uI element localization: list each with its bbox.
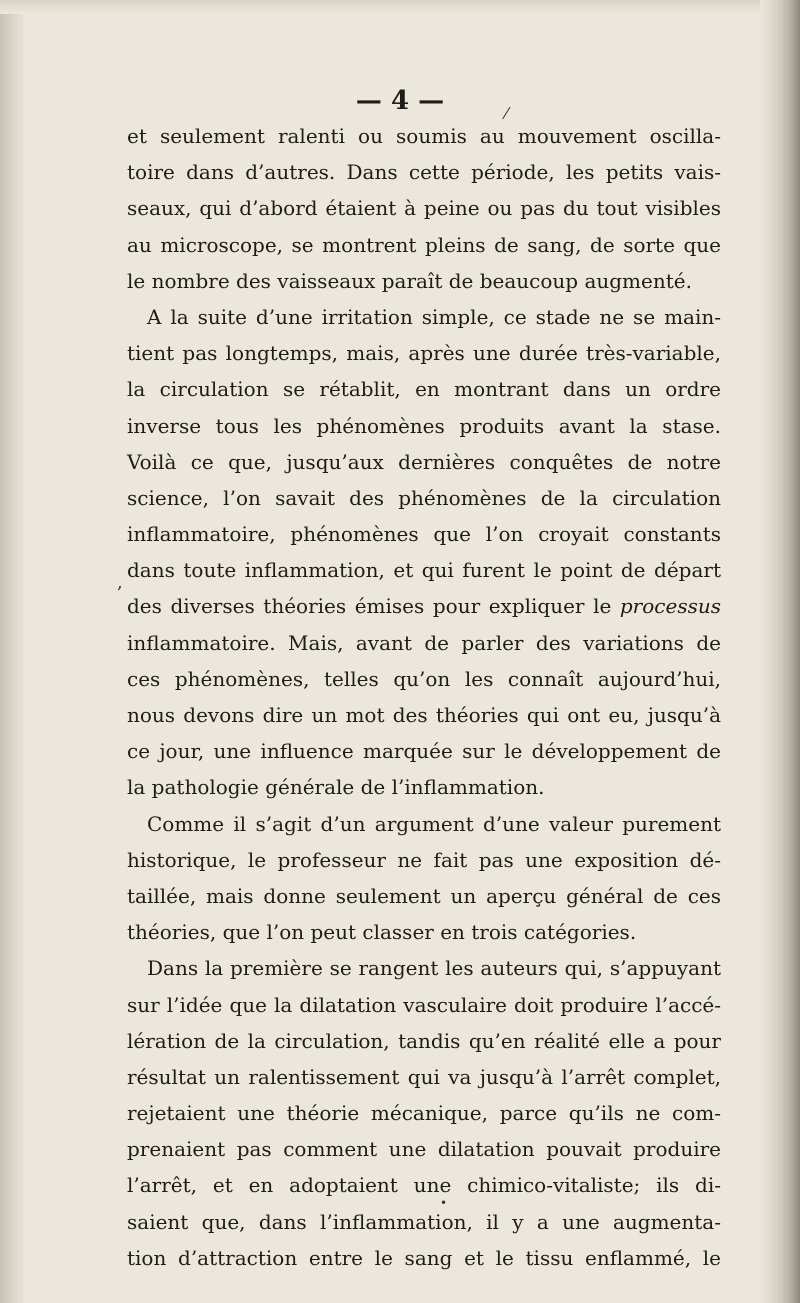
text-line-content: inverse tous les phénomènes produits avant la stase. (127, 413, 721, 438)
text-line (127, 625, 721, 661)
text-line (127, 661, 721, 697)
text-line-content: prenaient pas comment une dilatation pouvait produire (127, 1137, 721, 1162)
text-line (127, 1167, 721, 1203)
text-line-content: tient pas longtemps, mais, après une durée très-variable, (127, 341, 721, 366)
text-line (127, 516, 721, 552)
text-line (127, 552, 721, 588)
text-line (127, 263, 721, 299)
text-line (127, 190, 721, 226)
text-line (127, 697, 721, 733)
text-line (127, 335, 721, 371)
text-line (127, 588, 721, 624)
text-line (127, 371, 721, 407)
text-line-content: le nombre des vaisseaux paraît de beaucoup augmenté. (127, 268, 692, 293)
page-number: — 4 — (355, 86, 445, 116)
text-line (127, 154, 721, 190)
text-line-content: théories, que l’on peut classer en trois catégories. (127, 920, 637, 945)
text-line-content: dans toute inflammation, et qui furent le point de départ (127, 558, 721, 583)
text-line-content: la pathologie générale de l’inflammation. (127, 775, 545, 800)
page-shadow-top (0, 0, 800, 14)
text-line-content: A la suite d’une irritation simple, ce stade ne se main- (147, 304, 721, 329)
text-line (127, 118, 721, 154)
text-line (127, 1095, 721, 1131)
comma-mark-icon: , (117, 572, 123, 593)
text-line-content: sur l’idée que la dilatation vasculaire doit produire l’accé- (127, 992, 721, 1017)
text-line-content: l’arrêt, et en adoptaient une chimico-vitaliste; ils di- (127, 1173, 721, 1198)
text-line-content: au microscope, se montrent pleins de sang, de sorte que (127, 232, 721, 257)
body-text (127, 118, 721, 1276)
text-line-content: des diverses théories émises pour expliquer le (127, 594, 620, 619)
text-line (127, 480, 721, 516)
text-line-content: Dans la première se rangent les auteurs qui, s’appuyant (147, 956, 721, 981)
text-line (127, 408, 721, 444)
text-line-content: saient que, dans l’inflammation, il y a une augmenta- (127, 1209, 721, 1234)
text-line (127, 227, 721, 263)
text-line-content: lération de la circulation, tandis qu’en réalité elle a pour (127, 1028, 721, 1053)
text-line-content: taillée, mais donne seulement un aperçu général de ces (127, 883, 721, 908)
text-line-content: rejetaient une théorie mécanique, parce qu’ils ne com- (127, 1101, 721, 1126)
pencil-mark-icon: ⁄ (505, 104, 508, 123)
text-line (127, 914, 721, 950)
text-line-content: et seulement ralenti ou soumis au mouvement oscilla- (127, 124, 721, 148)
text-line (127, 1240, 721, 1276)
text-line-content: nous devons dire un mot des théories qui ont eu, jusqu’à (127, 703, 721, 727)
text-line-content: inflammatoire, phénomènes que l’on croyait constants (127, 522, 721, 547)
text-line-content: Voilà ce que, jusqu’aux dernières conquêtes de notre (127, 449, 721, 474)
text-line-content: résultat un ralentissement qui va jusqu’à l’arrêt complet, (127, 1064, 721, 1089)
text-line-content: science, l’on savait des phénomènes de la circulation (127, 485, 721, 510)
text-line (127, 299, 721, 335)
text-line (127, 806, 721, 842)
page-shadow-right (760, 0, 800, 1303)
text-line-content: seaux, qui d’abord étaient à peine ou pas du tout visibles (127, 196, 721, 221)
dot-mark-icon: • (440, 1196, 448, 1210)
text-line (127, 1131, 721, 1167)
text-line (127, 769, 721, 805)
text-line-content: ce jour, une influence marquée sur le développement de (127, 739, 721, 764)
text-line (127, 842, 721, 878)
text-line (127, 987, 721, 1023)
text-line (127, 1023, 721, 1059)
text-line (127, 733, 721, 769)
text-line (127, 1059, 721, 1095)
text-line-content: Comme il s’agit d’un argument d’une valeur purement (147, 811, 721, 836)
text-line (127, 878, 721, 914)
text-line-content: inflammatoire. Mais, avant de parler des variations de (127, 630, 721, 655)
text-line-content: ces phénomènes, telles qu’on les connaît aujourd’hui, (127, 666, 721, 691)
page-shadow-left (0, 0, 26, 1303)
text-line-content: tion d’attraction entre le sang et le tissu enflammé, le (127, 1245, 721, 1270)
italic-term: processus (619, 594, 721, 619)
text-line-content: la circulation se rétablit, en montrant dans un ordre (127, 377, 721, 402)
text-line-content: toire dans d’autres. Dans cette période, les petits vais- (127, 160, 721, 185)
text-line (127, 1204, 721, 1240)
text-line-content: historique, le professeur ne fait pas une exposition dé- (127, 847, 721, 872)
text-line (127, 444, 721, 480)
text-line (127, 950, 721, 986)
